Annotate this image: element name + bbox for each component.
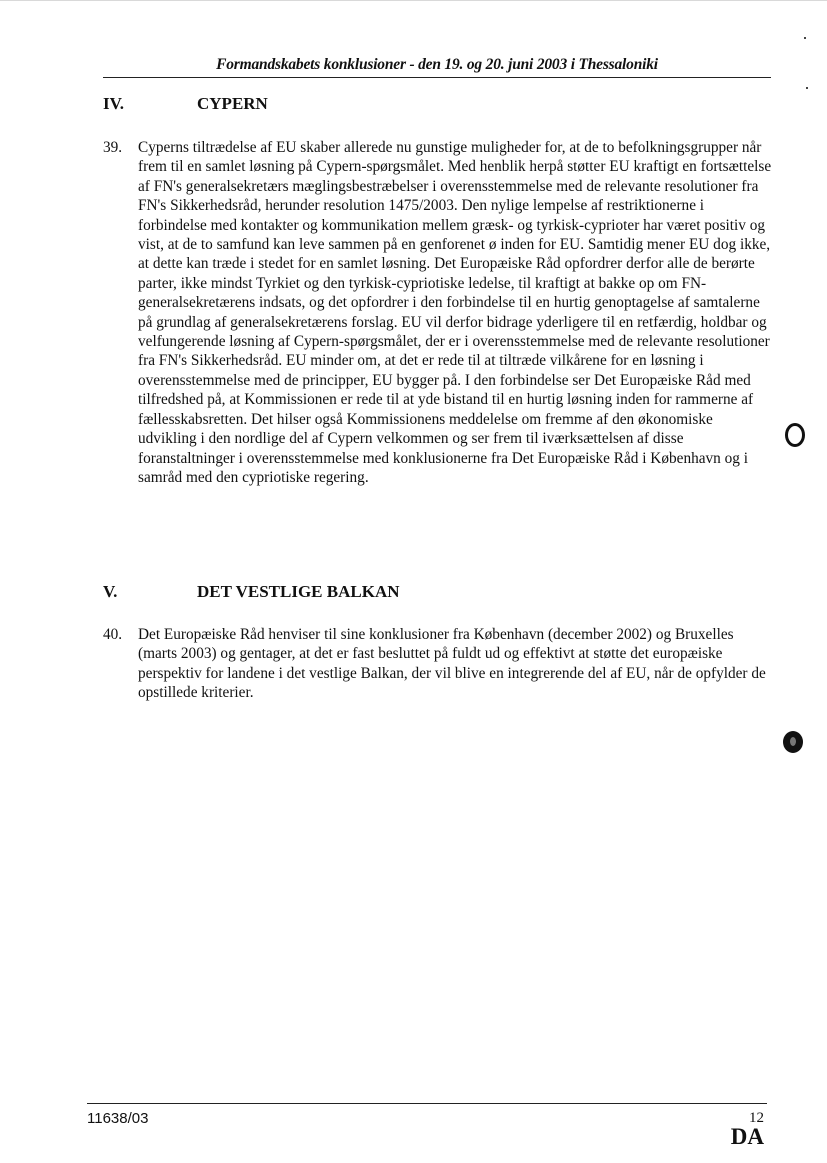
scan-speck [806,87,808,89]
footer-rule [87,1103,767,1104]
section-title: CYPERN [197,94,268,113]
paragraph-text: Det Europæiske Råd henviser til sine konklusioner fra København (december 2002) og Bruxelles (marts 2003) og gentager, at det er fast besluttet på fuldt ud og effektivt at støtte det europæiske perspektiv for landene i det vestlige Balkan, der vil blive en integrerende del af EU, når de opfylder de opstillede kriterier. [138,626,766,702]
page-header-title: Formandskabets konklusioner - den 19. og 20. juni 2003 i Thessaloniki [216,56,658,73]
punch-hole-mark [785,423,805,447]
paragraph-39 [103,138,773,487]
top-edge-rule [0,0,827,1]
section-number: IV. [103,94,124,113]
scan-speck [804,37,806,39]
paragraph-text: Cyperns tiltrædelse af EU skaber allerede nu gunstige muligheder for, at de to befolkningsgrupper når frem til en samlet løsning på Cypern-spørgsmålet. Med henblik herpå støtter EU kraftigt en fortsættelse af FN's generalsekretærs mæglingsbestræbelser i overensstemmelse med de relevante resolutioner fra FN's Sikkerhedsråd, herunder resolution 1475/2003. Den nylige lempelse af restriktionerne i forbindelse med kontakter og kommunikation mellem græsk- og tyrkisk-cyprioter har været positiv og vist, at de to samfund kan leve sammen på en genforenet ø inden for EU. Samtidig mener EU dog ikke, at dette kan træde i stedet for en samlet løsning. Det Europæiske Råd opfordrer derfor alle de berørte parter, ikke mindst Tyrkiet og den tyrkisk-cypriotiske ledelse, til kraftigt at bakke op om FN-generalsekretærens indsats, og det opfordrer i den forbindelse til en hurtig genoptagelse af samtalerne på grundlag af generalsekretærens forslag. EU vil derfor bidrage yderligere til en retfærdig, holdbar og velfungerende løsning af Cypern-spørgsmålet, der er i overensstemmelse med de relevante resolutioner fra FN's Sikkerhedsråd. EU minder om, at det er rede til at tiltræde vilkårene for en løsning i overensstemmelse med de principper, EU bygger på. I den forbindelse ser Det Europæiske Råd med tilfredshed på, at Kommissionen er rede til at yde bistand til en hurtig løsning inden for rammerne af fællesskabsretten. Det hilser også Kommissionens meddelelse om fremme af den økonomiske udvikling i den nordlige del af Cypern velkommen og ser frem til iværksættelsen af disse foranstaltninger i overensstemmelse med konklusionerne fra Det Europæiske Råd i København og i samråd med den cypriotiske regering. [138,139,772,486]
section-heading-vestlige-balkan [103,582,400,602]
paragraph-number: 39. [103,139,123,156]
section-number: V. [103,582,118,601]
language-code: DA [730,1124,764,1149]
paragraph-number: 40. [103,626,123,643]
punch-hole-mark [783,731,803,753]
page-number: 12 [749,1110,764,1126]
document-reference: 11638/03 [87,1110,149,1127]
section-title: DET VESTLIGE BALKAN [197,582,400,601]
paragraph-40 [103,625,773,703]
section-heading-cypern [103,94,268,114]
header-rule [103,77,771,78]
